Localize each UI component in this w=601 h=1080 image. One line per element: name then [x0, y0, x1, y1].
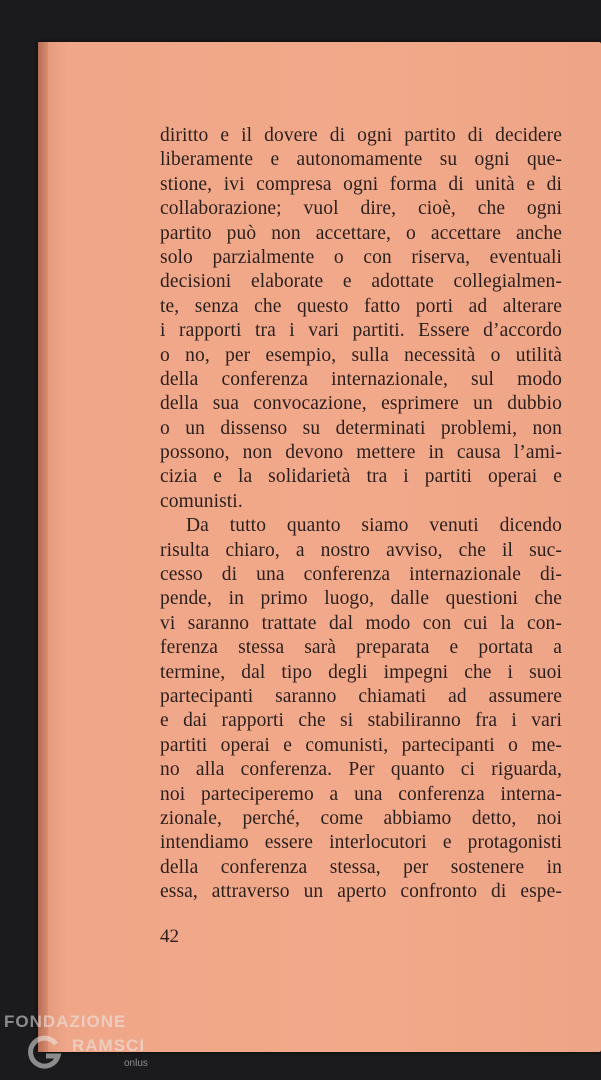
- page-spine-edge: [38, 42, 48, 1052]
- text-line: i rapporti tra i vari partiti. Essere d’accordo: [160, 320, 562, 342]
- text-line: pende, in primo luogo, dalle questioni che: [160, 588, 562, 610]
- text-line: liberamente e autonomamente su ogni que-: [160, 149, 562, 171]
- text-line: collaborazione; vuol dire, cioè, che ogni: [160, 198, 562, 220]
- text-line: della sua convocazione, esprimere un dubbio: [160, 393, 562, 415]
- text-line-paragraph-start: Da tutto quanto siamo venuti dicendo: [186, 515, 562, 537]
- text-line: e dai rapporti che si stabiliranno fra i vari: [160, 710, 562, 732]
- text-line: ferenza stessa sarà preparata e portata a: [160, 637, 562, 659]
- text-line: della conferenza stessa, per sostenere in: [160, 856, 562, 878]
- text-line: intendiamo essere interlocutori e protagonisti: [160, 832, 562, 854]
- text-line: o un dissenso su determinati problemi, non: [160, 417, 562, 439]
- text-line: te, senza che questo fatto porti ad alterare: [160, 295, 562, 317]
- text-line: o no, per esempio, sulla necessità o utilità: [160, 344, 562, 366]
- watermark-suffix: onlus: [124, 1058, 148, 1069]
- g-logo-icon: [26, 1034, 64, 1072]
- text-line: decisioni elaborate e adottate collegialmen-: [160, 271, 562, 293]
- text-line: comunisti.: [160, 490, 243, 512]
- text-line: stione, ivi compresa ogni forma di unità e di: [160, 173, 562, 195]
- text-line: solo parzialmente o con riserva, eventuali: [160, 246, 562, 268]
- watermark-subtitle: RAMSCI: [72, 1036, 146, 1055]
- text-line: vi saranno trattate dal modo con cui la con-: [160, 612, 562, 634]
- text-line: risulta chiaro, a nostro avviso, che il suc-: [160, 539, 562, 561]
- text-line: noi parteciperemo a una conferenza interna-: [160, 783, 562, 805]
- text-line: cesso di una conferenza internazionale di-: [160, 564, 562, 586]
- watermark: [4, 1012, 154, 1076]
- text-line: della conferenza internazionale, sul modo: [160, 368, 562, 390]
- text-line: zionale, perché, come abbiamo detto, noi: [160, 807, 562, 829]
- text-line: no alla conferenza. Per quanto ci riguarda,: [160, 759, 562, 781]
- text-line: partiti operai e comunisti, partecipanti o me-: [160, 734, 562, 756]
- text-line: possono, non devono mettere in causa l’ami-: [160, 442, 562, 464]
- text-line: essa, attraverso un aperto confronto di espe-: [160, 881, 562, 903]
- page-number: 42: [160, 926, 179, 947]
- watermark-title: FONDAZIONE: [4, 1012, 127, 1031]
- text-line: partecipanti saranno chiamati ad assumere: [160, 685, 562, 707]
- text-line: cizia e la solidarietà tra i partiti operai e: [160, 466, 562, 488]
- text-line: termine, dal tipo degli impegni che i suoi: [160, 661, 562, 683]
- text-line: diritto e il dovere di ogni partito di decidere: [160, 125, 562, 146]
- body-text: [160, 124, 562, 905]
- text-line: partito può non accettare, o accettare anche: [160, 222, 562, 244]
